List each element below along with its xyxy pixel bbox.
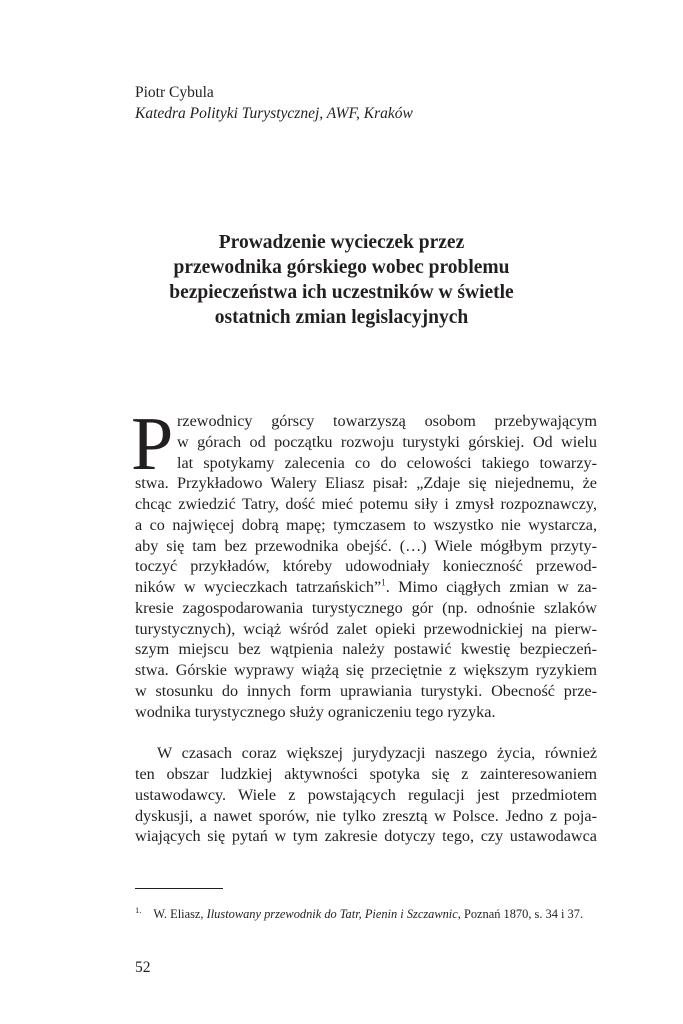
paragraph-line: ten obszar ludzkiej aktywności spotyka się z zainteresowaniem	[135, 765, 597, 783]
footnote-separator	[135, 888, 223, 889]
paragraph-line: lat spotykamy zalecenia co do celowości takiego towarzy-	[177, 453, 597, 472]
footnote-number: 1.	[135, 904, 142, 915]
paragraph-line: a co najwięcej dobrą mapę; tymczasem to wszystko nie wystarcza,	[135, 515, 597, 534]
author-affiliation: Katedra Polityki Turystycznej, AWF, Kraków	[135, 105, 413, 122]
paragraph-line: W czasach coraz większej jurydyzacji naszego życia, również	[157, 744, 597, 763]
paragraph-line: aby się tam bez przewodnika obejść. (…) Wiele mógłbym przyty-	[135, 536, 597, 555]
paragraph-line: szym miejscu bez wątpienia należy postawić kwestię bezpieczeń-	[135, 640, 597, 659]
paragraph-line: turystycznych), wciąż wśród zalet opieki przewodnickiej na pierw-	[135, 619, 597, 638]
footnote	[135, 906, 605, 922]
author-block	[135, 82, 413, 124]
body-text	[131, 402, 597, 847]
footnote-details: , Poznań 1870, s. 34 i 37.	[457, 907, 584, 921]
title-line: Prowadzenie wycieczek przez	[218, 232, 465, 253]
title-line: bezpieczeństwa ich uczestników w świetle	[169, 282, 514, 303]
author-name: Piotr Cybula	[135, 84, 214, 101]
footnote-reference[interactable]: 1	[381, 577, 386, 588]
paragraph-gap	[135, 722, 597, 743]
paragraph-line: ustawodawcy. Wiele z powstających regulacji jest przedmiotem	[135, 785, 597, 804]
paragraph-line: rzewodnicy górscy towarzyszą osobom przebywającym	[177, 412, 597, 430]
text-run: ników w wycieczkach tatrzańskich”	[135, 578, 382, 596]
footnote-author: W. Eliasz,	[153, 907, 207, 921]
text-run: . Mimo ciągłych zmian w za-	[385, 578, 597, 596]
paragraph-line: wodnika turystycznego służy ograniczeniu tego ryzyka.	[135, 702, 496, 721]
paragraph-line: kresie zagospodarowania turystycznego gór (np. odnośnie szlaków	[135, 598, 597, 617]
title-line: ostatnich zmian legislacyjnych	[214, 307, 469, 328]
paragraph-line: chcąc zwiedzić Tatry, dość mieć potemu siły i zmysł rozpoznawczy,	[135, 495, 597, 513]
paragraph-line: stwa. Przykładowo Walery Eliasz pisał: „Zdaje się niejednemu, że	[135, 474, 597, 493]
page-number: 52	[135, 959, 151, 976]
paragraph-line: stwa. Górskie wyprawy wiążą się przeciętnie z większym ryzykiem	[135, 661, 597, 679]
paragraph-line: w górach od początku rozwoju turystyki górskiej. Od wielu	[177, 432, 597, 451]
paragraph-line: toczyć przykładów, którebу udowodniały konieczność przewod-	[135, 557, 597, 576]
footnote-book-title: Ilustowany przewodnik do Tatr, Pienin i Szczawnic	[206, 907, 458, 921]
paragraph-line: dyskusji, a nawet sporów, nie tylko zresztą w Polsce. Jedno z poja-	[135, 806, 597, 825]
paragraph-line: wiających się pytań w tym zakresie dotyczy tego, czy ustawodawca	[135, 827, 597, 846]
paragraph-line-with-footnote-ref	[135, 577, 597, 598]
paragraph-line: w stosunku do innych form uprawiania turystyki. Obecność prze-	[135, 681, 597, 700]
title-line: przewodnika górskiego wobec problemu	[173, 257, 510, 278]
article-title	[120, 230, 563, 330]
drop-cap: P	[131, 402, 174, 486]
